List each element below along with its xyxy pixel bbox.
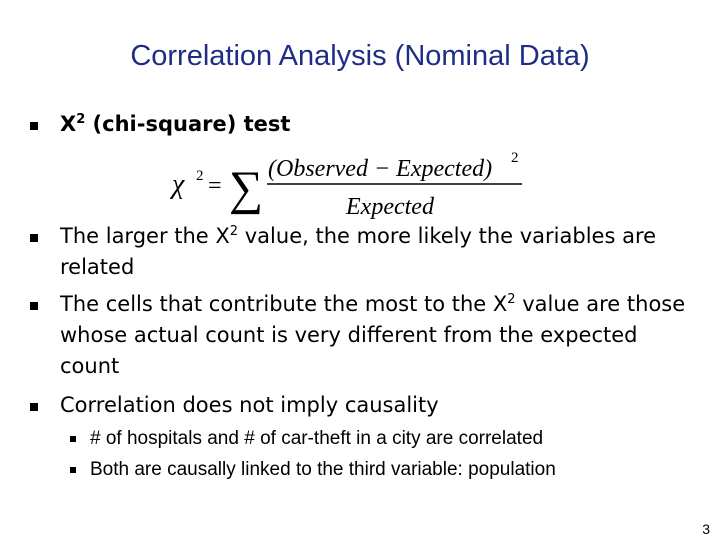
formula-numerator-exponent: 2 bbox=[511, 150, 519, 166]
bullet-text-after: (chi-square) test bbox=[85, 112, 291, 136]
formula-equals: = bbox=[208, 173, 222, 199]
slide-title: Correlation Analysis (Nominal Data) bbox=[130, 40, 590, 72]
bullet-text-after: value, the more likely the variables are related bbox=[60, 224, 657, 279]
sub-bullet-square bbox=[70, 467, 76, 473]
bullet-item-correlation-causality: Correlation does not imply causality bbox=[60, 393, 439, 417]
bullet-square bbox=[30, 302, 38, 310]
sub-bullet-item-hospitals: # of hospitals and # of car-theft in a city are correlated bbox=[90, 428, 544, 449]
superscript: 2 bbox=[507, 292, 516, 307]
bullet-square bbox=[30, 403, 38, 411]
bullet-text-after: value are those whose actual count is very different from the expected count bbox=[60, 292, 686, 378]
sub-bullet-square bbox=[70, 436, 76, 442]
formula-chi-exponent: 2 bbox=[196, 168, 204, 184]
bullet-text: X bbox=[60, 112, 77, 136]
formula-sum: ∑ bbox=[229, 162, 264, 215]
superscript: 2 bbox=[76, 112, 86, 127]
formula-numerator: (Observed − Expected) bbox=[268, 156, 493, 182]
bullet-item-chi-square-test bbox=[60, 109, 690, 140]
superscript: 2 bbox=[229, 224, 239, 239]
page-number: 3 bbox=[702, 521, 710, 537]
bullet-text: The larger the X bbox=[60, 224, 230, 248]
bullet-item-larger-value bbox=[60, 221, 690, 283]
formula-denominator: Expected bbox=[346, 194, 434, 220]
sub-bullet-item-population: Both are causally linked to the third variable: population bbox=[90, 459, 556, 480]
formula-chi: χ bbox=[172, 169, 185, 200]
chi-square-formula bbox=[170, 146, 530, 222]
bullet-square bbox=[30, 234, 38, 242]
bullet-text: The cells that contribute the most to the X bbox=[60, 292, 508, 316]
bullet-square bbox=[30, 122, 38, 130]
bullet-item-cells-contribute bbox=[60, 289, 690, 382]
